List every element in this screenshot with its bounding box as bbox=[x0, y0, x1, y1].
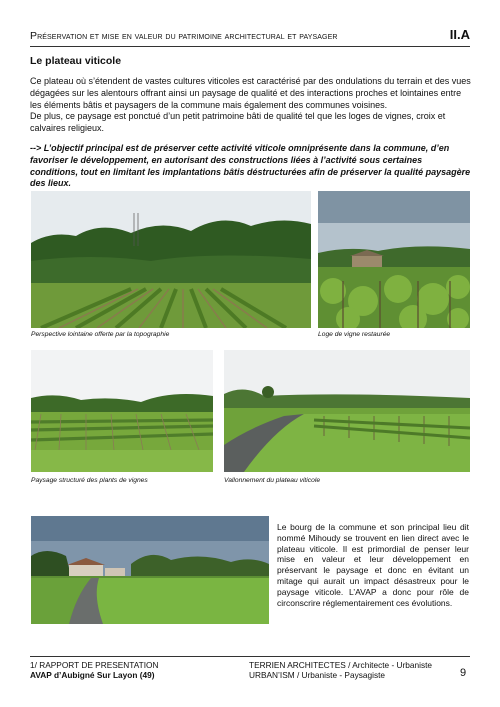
section-code: II.A bbox=[449, 27, 470, 42]
section-title: Le plateau viticole bbox=[30, 55, 122, 67]
photo-caption: Loge de vigne restaurée bbox=[318, 331, 391, 338]
footer-urbanist: URBAN’ISM / Urbaniste - Paysagiste bbox=[249, 670, 386, 680]
vineyard-rows-photo bbox=[31, 350, 213, 472]
page-number: 9 bbox=[460, 667, 467, 679]
photo-caption: Paysage structuré des plants de vignes bbox=[31, 477, 148, 484]
footer-project-name: AVAP d’Aubigné Sur Layon (49) bbox=[30, 670, 155, 680]
intro-paragraph bbox=[30, 76, 472, 135]
header-title: Préservation et mise en valeur du patrimoine architectural et paysager bbox=[30, 30, 338, 42]
village-road-photo bbox=[31, 516, 269, 624]
plateau-road-photo bbox=[224, 350, 470, 472]
side-paragraph: Le bourg de la commune et son principal lieu dit nommé Mihoudy se trouvent en lien direct avec le plateau viticole. Il est primordial de penser leur mise en valeur et leur développement en préservant le paysage et donc en évitant un mitage qui aurait un impact désastreux pour le paysage viticole. L’AVAP a donc pour rôle de circonscrire réglementairement ces évolutions. bbox=[277, 522, 469, 608]
photo-caption: Perspective lointaine offerte par la topographie bbox=[31, 331, 170, 338]
vineyard-photo bbox=[31, 191, 311, 328]
photo-caption: Vallonnement du plateau viticole bbox=[224, 477, 321, 484]
footer-divider bbox=[30, 656, 470, 657]
objective-paragraph: --> L’objectif principal est de préserver cette activité viticole omniprésente dans la commune, d’en favoriser le développement, en autorisant des constructions liées à l’activité sous certaines conditions, tout en limitant les implantations bâtis déstructurées afin de préserver la qualité paysagère des lieux. bbox=[30, 143, 471, 189]
vineyard-lodge-photo bbox=[318, 191, 470, 328]
intro-text-2: De plus, ce paysage est ponctué d’un petit patrimoine bâti de qualité tel que les loges de vignes, croix et calvaires religieux. bbox=[30, 111, 446, 134]
intro-text: Ce plateau où s’étendent de vastes cultures viticoles est caractérisé par des ondulations du terrain et des vues dégagées sur les alentours offrant ainsi un paysage de qualité et des interactions proches et lointaines entre les éléments bâtis et paysagers de la commune mais également des communes voisines. bbox=[30, 76, 471, 110]
footer-architect: TERRIEN ARCHITECTES / Architecte - Urbaniste bbox=[249, 660, 433, 670]
page-header bbox=[30, 27, 470, 47]
footer-document-title: 1/ RAPPORT DE PRESENTATION bbox=[30, 660, 159, 670]
